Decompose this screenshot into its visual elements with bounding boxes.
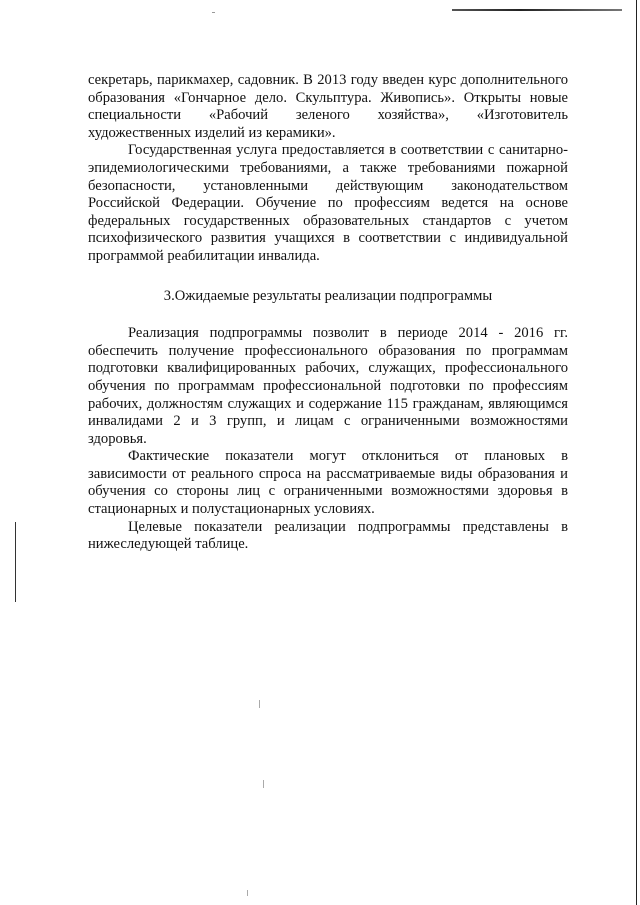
paragraph-expected-results: Реализация подпрограммы позволит в периоде 2014 - 2016 гг. обеспечить получение профессионального образования по программам подготовки квалифицированных рабочих, служащих, профессионального обучения по программам профессиональной подготовки по профессиям рабочих, должностям служащих и содержание 115 гражданам, являющимся инвалидами 2 и 3 групп, и лицам с ограниченными возможностями здоровья.	[88, 325, 568, 447]
section-heading: 3.Ожидаемые результаты реализации подпрограммы	[163, 287, 493, 304]
scan-artifact-speck	[263, 780, 264, 788]
scan-artifact-speck	[247, 890, 248, 896]
scan-artifact-right-edge	[636, 0, 637, 905]
document-body	[88, 72, 568, 554]
scan-artifact-speck	[259, 700, 260, 708]
scan-artifact-left-line	[15, 522, 16, 602]
paragraph-service-requirements: Государственная услуга предоставляется в соответствии с санитарно-эпидемиологическими требованиями, а также требованиями пожарной безопасности, установленными действующим законодательством Российской Федерации. Обучение по профессиям ведется на основе федеральных государственных образовательных стандартов с учетом психофизического развития учащихся в соответствии с индивидуальной программой реабилитации инвалида.	[88, 142, 568, 264]
paragraph-specialties: секретарь, парикмахер, садовник. В 2013 году введен курс дополнительного образования «Гончарное дело. Скульптура. Живопись». Открыты новые специальности «Рабочий зеленого хозяйства», «Изготовитель художественных изделий из керамики».	[88, 72, 568, 141]
scan-artifact-dot	[212, 12, 215, 13]
paragraph-target-indicators: Целевые показатели реализации подпрограммы представлены в нижеследующей таблице.	[88, 518, 568, 553]
scan-artifact-top-line	[452, 9, 622, 11]
paragraph-actual-indicators: Фактические показатели могут отклониться от плановых в зависимости от реального спроса на рассматриваемые виды образования и обучения со стороны лиц с ограниченными возможностями здоровья в стационарных и полустационарных условиях.	[88, 448, 568, 518]
